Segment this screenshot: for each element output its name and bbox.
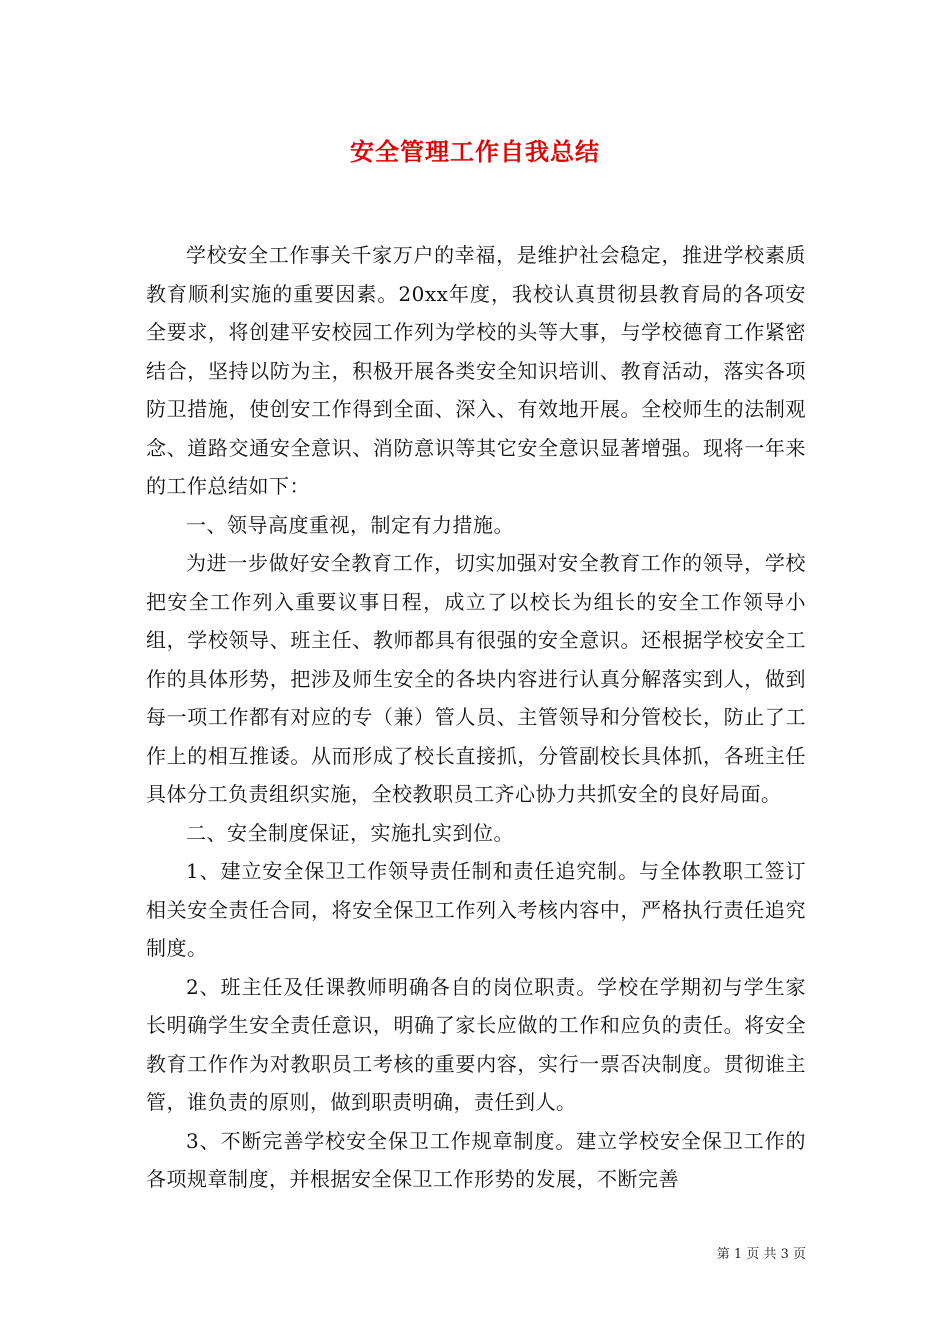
section-heading-1: 一、领导高度重视，制定有力措施。 bbox=[186, 512, 514, 537]
intro-paragraph: 学校安全工作事关千家万户的幸福，是维护社会稳定，推进学校素质教育顺利实施的重要因素。20xx年度，我校认真贯彻县教育局的各项安全要求，将创建平安校园工作列为学校的头等大事，与学校德育工作紧密结合，坚持以防为主，积极开展各类安全知识培训、教育活动，落实各项防卫措施，使创安工作得到全面、深入、有效地开展。全校师生的法制观念、道路交通安全意识、消防意识等其它安全意识显著增强。现将一年来的工作总结如下： bbox=[146, 243, 806, 498]
page-number-footer: 第 1 页 共 3 页 bbox=[716, 1247, 806, 1262]
section-2-item-1: 1、建立安全保卫工作领导责任制和责任追究制。与全体教职工签订相关安全责任合同，将安全保卫工作列入考核内容中，严格执行责任追究制度。 bbox=[146, 859, 806, 960]
section-2-item-2: 2、班主任及任课教师明确各自的岗位职责。学校在学期初与学生家长明确学生安全责任意识，明确了家长应做的工作和应负的责任。将安全教育工作作为对教职员工考核的重要内容，实行一票否决制度。贯彻谁主管，谁负责的原则，做到职责明确，责任到人。 bbox=[146, 974, 806, 1114]
document-title: 安全管理工作自我总结 bbox=[350, 137, 600, 166]
section-1-paragraph: 为进一步做好安全教育工作，切实加强对安全教育工作的领导，学校把安全工作列入重要议事日程，成立了以校长为组长的安全工作领导小组，学校领导、班主任、教师都具有很强的安全意识。还根据学校安全工作的具体形势，把涉及师生安全的各块内容进行认真分解落实到人，做到每一项工作都有对应的专（兼）管人员、主管领导和分管校长，防止了工作上的相互推诿。从而形成了校长直接抓，分管副校长具体抓，各班主任具体分工负责组织实施，全校教职员工齐心协力共抓安全的良好局面。 bbox=[146, 551, 806, 806]
section-2-item-3: 3、不断完善学校安全保卫工作规章制度。建立学校安全保卫工作的各项规章制度，并根据安全保卫工作形势的发展，不断完善 bbox=[146, 1128, 806, 1191]
section-heading-2: 二、安全制度保证，实施扎实到位。 bbox=[186, 820, 514, 845]
document-body bbox=[146, 236, 806, 1199]
